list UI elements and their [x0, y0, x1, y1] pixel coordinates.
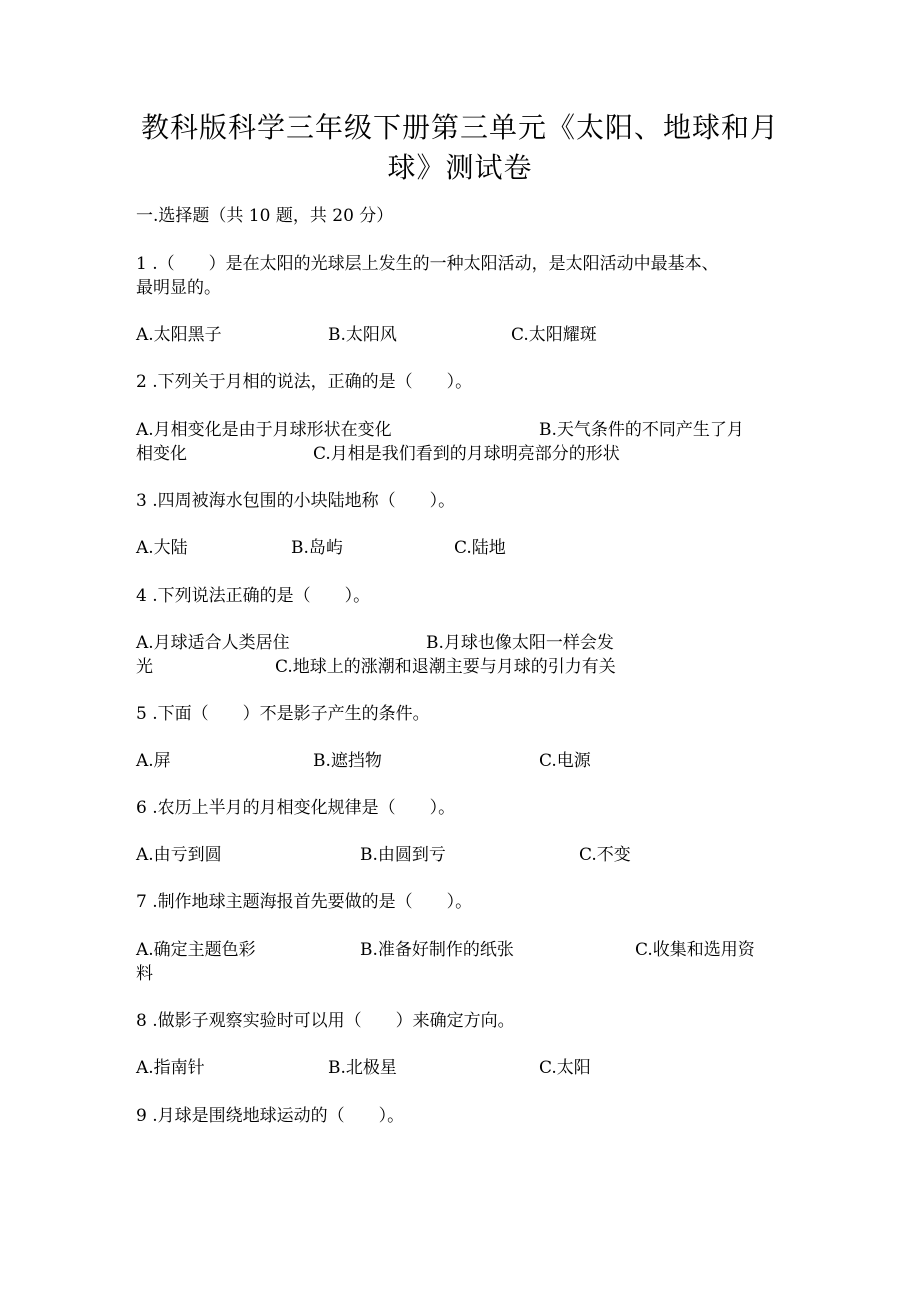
option-b: B.岛屿 [291, 538, 343, 558]
option-a: A.太阳黑子 [136, 325, 222, 345]
question-stem: 7 .制作地球主题海报首先要做的是（ ）。 [136, 892, 473, 912]
question-stem: 6 .农历上半月的月相变化规律是（ ）。 [136, 798, 456, 818]
option-a: A.屏 [136, 751, 171, 771]
option-a: A.由亏到圆 [136, 845, 222, 865]
option-b: B.月球也像太阳一样会发 [426, 633, 614, 653]
option-a: A.大陆 [136, 538, 188, 558]
question-stem-continued: 最明显的。 [136, 278, 221, 298]
option-c-continued: 料 [136, 964, 153, 984]
option-c: C.不变 [579, 845, 631, 865]
title-line-2: 球》测试卷 [387, 151, 533, 184]
option-c: C.太阳 [539, 1058, 591, 1078]
option-b: B.天气条件的不同产生了月 [539, 420, 744, 440]
question-stem: 5 .下面（ ）不是影子产生的条件。 [136, 704, 430, 724]
option-b: B.遮挡物 [313, 751, 382, 771]
option-c: C.陆地 [454, 538, 506, 558]
question-stem: 3 .四周被海水包围的小块陆地称（ ）。 [136, 491, 456, 511]
question-stem: 9 .月球是围绕地球运动的（ ）。 [136, 1106, 405, 1126]
page-title [130, 108, 790, 188]
option-a: A.月球适合人类居住 [136, 633, 290, 653]
option-c: C.电源 [539, 751, 591, 771]
question-stem: 8 .做影子观察实验时可以用（ ）来确定方向。 [136, 1011, 515, 1031]
option-b-continued: 光 [136, 657, 153, 677]
option-b: B.由圆到亏 [360, 845, 446, 865]
option-c: C.太阳耀斑 [511, 325, 597, 345]
option-b: B.准备好制作的纸张 [360, 940, 514, 960]
question-stem: 2 .下列关于月相的说法，正确的是（ ）。 [136, 372, 473, 392]
option-a: A.月相变化是由于月球形状在变化 [136, 420, 392, 440]
title-line-1: 教科版科学三年级下册第三单元《太阳、地球和月 [140, 111, 779, 144]
question-stem: 4 .下列说法正确的是（ ）。 [136, 586, 371, 606]
section-heading: 一.选择题（共 10 题，共 20 分） [136, 206, 394, 226]
option-a: A.确定主题色彩 [136, 940, 256, 960]
option-c: C.地球上的涨潮和退潮主要与月球的引力有关 [275, 657, 616, 677]
option-c: C.月相是我们看到的月球明亮部分的形状 [313, 444, 620, 464]
option-b: B.北极星 [328, 1058, 397, 1078]
option-b: B.太阳风 [328, 325, 397, 345]
question-stem: 1 .（ ）是在太阳的光球层上发生的一种太阳活动，是太阳活动中最基本、 [136, 254, 719, 274]
option-b-continued: 相变化 [136, 444, 187, 464]
option-c: C.收集和选用资 [635, 940, 755, 960]
option-a: A.指南针 [136, 1058, 205, 1078]
